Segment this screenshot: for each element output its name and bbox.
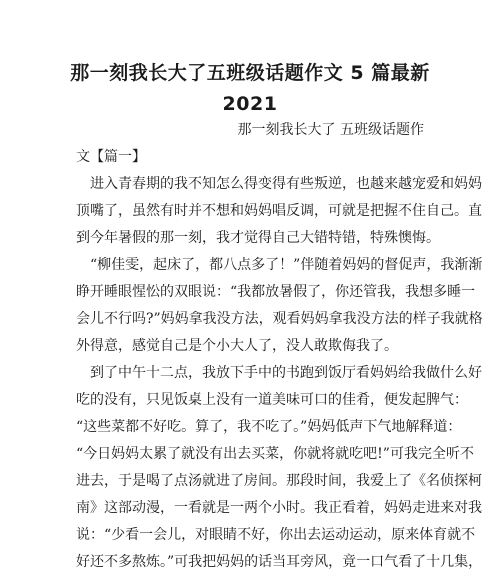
body-line: 吃的没有，只见饭桌上没有一道美味可口的佳肴，便发起脾气： bbox=[76, 392, 468, 408]
body-line: “这些菜都不好吃。算了，我不吃了。”妈妈低声下气地解释道： bbox=[76, 419, 462, 435]
body-line: 会儿不行吗?”妈妈拿我没方法，观看妈妈拿我没方法的样子我就格 bbox=[76, 311, 483, 327]
body-line: “柳佳雯，起床了，都八点多了！”伴随着妈妈的督促声，我渐渐 bbox=[90, 257, 483, 273]
document-body bbox=[76, 144, 483, 576]
body-line: 好还不多熬炼。”可我把妈妈的话当耳旁风，竟一口气看了十几集， bbox=[76, 554, 483, 570]
body-line: 文【篇一】 bbox=[76, 149, 146, 165]
body-line: 南》这部动漫，一看就是一两个小时。我正看着，妈妈走进来对我 bbox=[76, 500, 482, 516]
body-line: 进去，于是喝了点汤就进了房间。那段时间，我爱上了《名侦探柯 bbox=[76, 473, 482, 489]
body-line: 睁开睡眼惺忪的双眼说：“我都放暑假了，你还管我，我想多睡一 bbox=[76, 284, 476, 300]
body-line: 顶嘴了，虽然有时并不想和妈妈唱反调，可就是把握不住自己。直 bbox=[76, 203, 482, 219]
body-line: “今日妈妈太累了就没有出去买菜，你就将就吃吧!”可我完全听不 bbox=[76, 446, 474, 462]
document-title: 那一刻我长大了五班级话题作文 5 篇最新 2021 bbox=[70, 62, 430, 115]
body-line: 进入青春期的我不知怎么得变得有些叛逆，也越来越宠爱和妈妈 bbox=[90, 176, 482, 192]
body-line: 到今年暑假的那一刻，我才觉得自己大错特错，特殊懊悔。 bbox=[76, 230, 440, 246]
body-line: 外得意，感觉自己是个小大人了，没人敢欺侮我了。 bbox=[76, 338, 398, 354]
body-line: 说：“少看一会儿，对眼睛不好，你出去运动运动，原来体育就不 bbox=[76, 527, 476, 543]
document-subtitle: 那一刻我长大了 五班级话题作 bbox=[237, 122, 424, 138]
body-line: 到了中午十二点，我放下手中的书跑到饭厅看妈妈给我做什么好 bbox=[90, 365, 482, 381]
